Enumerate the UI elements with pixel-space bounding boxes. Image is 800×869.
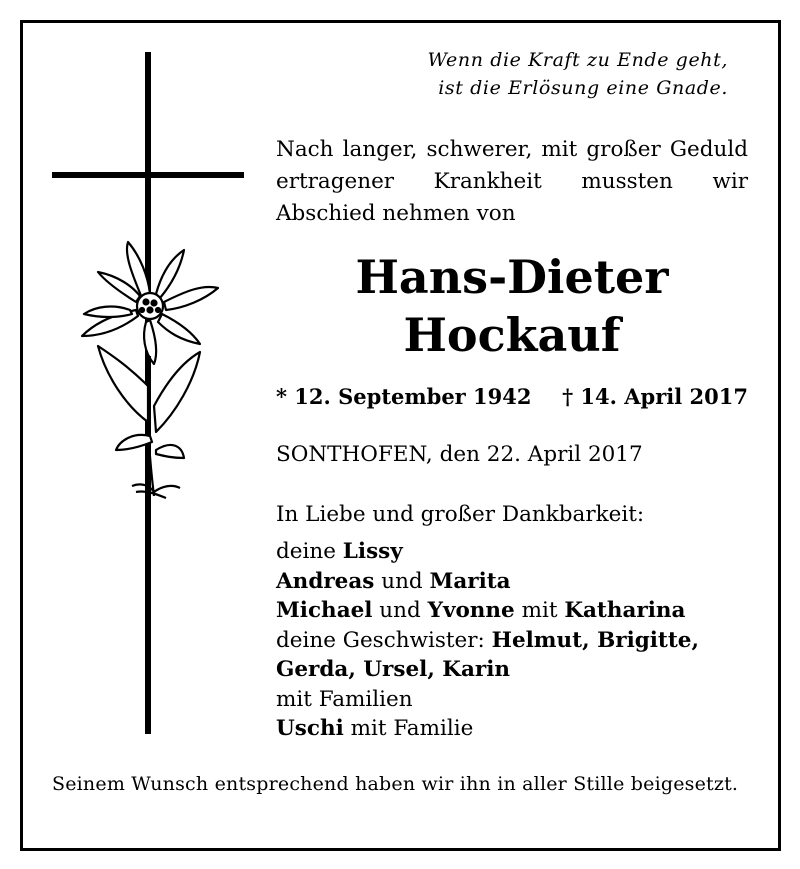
mourner-name: Andreas bbox=[276, 568, 375, 594]
deceased-name bbox=[276, 248, 748, 364]
mourner-name: Helmut, Brigitte, bbox=[491, 627, 699, 653]
mourner-name: Michael bbox=[276, 598, 373, 623]
mourner-name: Yvonne bbox=[427, 598, 515, 623]
mourner-line bbox=[276, 567, 699, 597]
quote bbox=[370, 46, 728, 102]
death-date: † 14. April 2017 bbox=[562, 384, 748, 409]
thanks-line: In Liebe und großer Dankbarkeit: bbox=[276, 502, 645, 527]
mourner-name: Gerda, Ursel, Karin bbox=[276, 657, 511, 682]
footer-text: Seinem Wunsch entsprechend haben wir ihn in aller Stille beigesetzt. bbox=[52, 773, 739, 795]
intro-text: Nach langer, schwerer, mit großer Geduld ertragener Krankheit mussten wir Abschied nehmen von bbox=[276, 137, 748, 226]
mourner-connector: und bbox=[372, 598, 428, 623]
birth-date: * 12. September 1942 bbox=[276, 384, 532, 409]
mourner-name: Lissy bbox=[342, 539, 403, 564]
mourner-line bbox=[276, 626, 699, 656]
place-date: SONTHOFEN, den 22. April 2017 bbox=[276, 442, 643, 467]
mourner-prefix: deine Geschwister: bbox=[276, 627, 492, 653]
edelweiss-icon bbox=[76, 236, 226, 511]
mourner-name: Uschi bbox=[276, 716, 344, 741]
quote-line-1: Wenn die Kraft zu Ende geht, bbox=[427, 49, 728, 71]
mourner-name: Marita bbox=[429, 568, 511, 594]
mourner-line bbox=[276, 537, 699, 567]
deceased-last-name: Hockauf bbox=[403, 308, 621, 362]
mourners-list bbox=[276, 537, 699, 744]
mourner-name: Katharina bbox=[564, 598, 686, 623]
cross-crossbar bbox=[52, 172, 244, 178]
deceased-first-name: Hans-Dieter bbox=[355, 250, 669, 304]
quote-line-2: ist die Erlösung eine Gnade. bbox=[438, 77, 728, 99]
mourner-line bbox=[276, 655, 699, 685]
mourner-connector: und bbox=[374, 568, 430, 594]
life-dates bbox=[276, 382, 748, 412]
mourner-line: mit Familien bbox=[276, 686, 413, 712]
mourner-connector: mit bbox=[514, 598, 565, 623]
mourner-line bbox=[276, 596, 699, 626]
mourner-prefix: deine bbox=[276, 539, 343, 564]
mourner-suffix: mit Familie bbox=[343, 716, 474, 741]
mourner-line bbox=[276, 714, 699, 744]
